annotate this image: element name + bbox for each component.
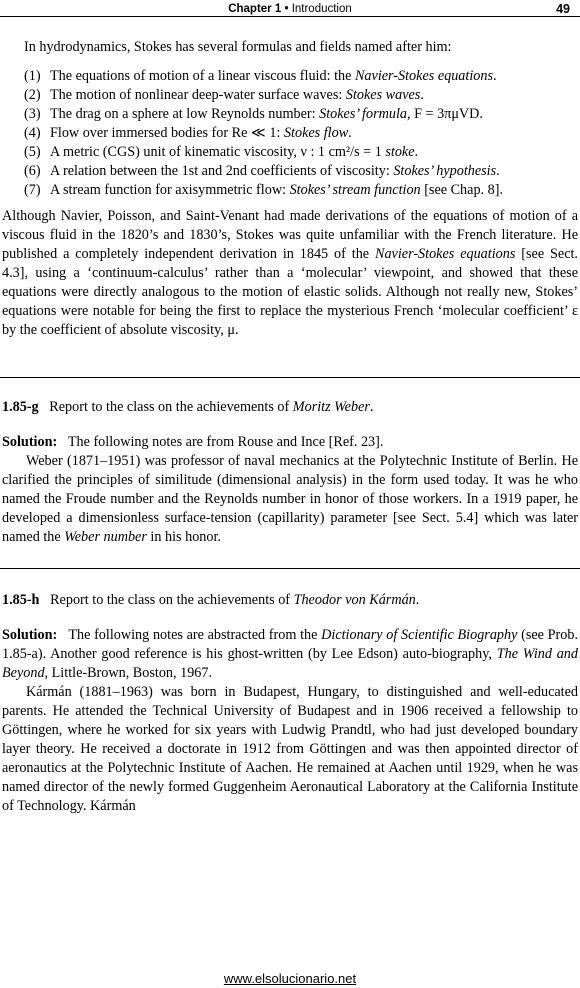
section-divider (0, 377, 580, 378)
intro-block (24, 38, 570, 200)
page-number: 49 (556, 2, 570, 16)
list-item: (5) A metric (CGS) unit of kinematic viscosity, ν : 1 cm²/s = 1 stoke. (24, 144, 419, 160)
problem-label: 1.85-g (2, 399, 39, 415)
bullet-separator: • (284, 3, 289, 15)
page-header (0, 0, 580, 16)
list-item: (1) The equations of motion of a linear viscous fluid: the Navier-Stokes equations. (24, 68, 497, 84)
list-item: (3) The drag on a sphere at low Reynolds number: Stokes’ formula, F = 3πμVD. (24, 106, 483, 122)
chapter-label: Chapter 1 (228, 3, 282, 15)
solution-lead: Solution: The following notes are abstracted from the Dictionary of Scientific Biography (see Prob. 1.85-a). Another good reference is his ghost-written (by Lee Edson) auto-biography, The Wind and Beyond, Little-Brown, Boston, 1967. (2, 627, 579, 681)
stokes-paragraph (2, 207, 578, 340)
list-item: (2) The motion of nonlinear deep-water surface waves: Stokes waves. (24, 87, 424, 103)
section-divider (0, 568, 580, 569)
section-label: Introduction (291, 3, 352, 15)
footer-link[interactable]: www.elsolucionario.net (223, 971, 357, 986)
solution-body: Kármán (1881–1963) was born in Budapest, Hungary, to distinguished and well-educated parents. He attended the Technical University of Budapest and in 1906 received a fellowship to Göttingen, where he worked for six years with Ludwig Prandtl, who had just developed boundary layer theory. He received a doctorate in 1912 from Göttingen and was then appointed director of aeronautics at the Polytechnic Institute of Aachen. He remained at Aachen until 1929, when he was named director of the newly formed Guggenheim Aeronautical Laboratory at the California Institute of Technology. Kármán (2, 684, 578, 814)
body-paragraph: Although Navier, Poisson, and Saint-Venant had made derivations of the equations of motion of a viscous fluid in the 1820’s and 1830’s, Stokes was quite unfamiliar with the French literature. He published a completely independent derivation in 1845 of the Navier-Stokes equations [see Sect. 4.3], using a ‘continuum-calculus’ rather than a ‘molecular’ viewpoint, and showed that these equations were directly analogous to the motion of elastic solids. Although not really new, Stokes’ equations were notable for being the first to replace the mysterious French ‘molecular coefficient’ ε by the coefficient of absolute viscosity, μ. (2, 208, 578, 338)
header-rule (0, 16, 580, 17)
problem-statement: 1.85-h Report to the class on the achievements of Theodor von Kármán. (2, 592, 420, 608)
solution-label: Solution: (2, 627, 58, 643)
list-item: (4) Flow over immersed bodies for Re ≪ 1: Stokes flow. (24, 125, 352, 141)
list-item: (6) A relation between the 1st and 2nd coefficients of viscosity: Stokes’ hypothesis. (24, 163, 500, 179)
problem-1-85-g (2, 398, 578, 547)
problem-statement: 1.85-g Report to the class on the achievements of Moritz Weber. (2, 399, 374, 415)
solution-lead: Solution: The following notes are from Rouse and Ince [Ref. 23]. (2, 434, 384, 450)
problem-1-85-h (2, 591, 578, 816)
solution-label: Solution: (2, 434, 58, 450)
stokes-list (24, 67, 570, 200)
solution-body: Weber (1871–1951) was professor of naval mechanics at the Polytechnic Institute of Berlin. He clarified the principles of similitude (dimensional analysis) in the form used today. It was he who named the Froude number and the Reynolds number in honor of those workers. In a 1919 paper, he developed a dimensionless surface-tension (capillarity) parameter [see Sect. 5.4] which was later named the Weber number in his honor. (2, 453, 578, 545)
intro-text: In hydrodynamics, Stokes has several formulas and fields named after him: (24, 39, 452, 55)
list-item: (7) A stream function for axisymmetric flow: Stokes’ stream function [see Chap. 8]. (24, 182, 503, 198)
problem-label: 1.85-h (2, 592, 40, 608)
